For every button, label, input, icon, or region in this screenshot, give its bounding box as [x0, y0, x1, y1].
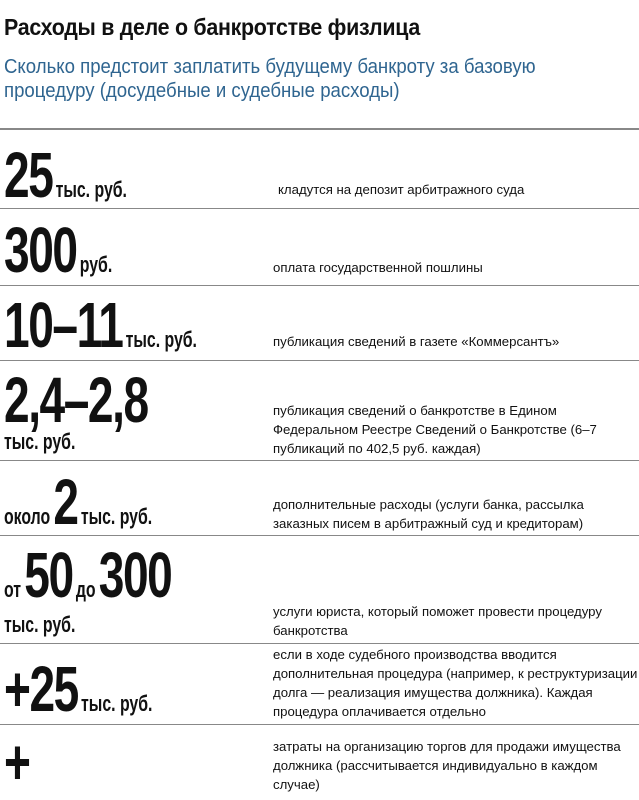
- amount-value: 300: [4, 214, 77, 286]
- expense-row-deposit: [0, 128, 639, 210]
- amount: [4, 465, 152, 539]
- amount: [4, 213, 112, 287]
- amount: [4, 138, 127, 212]
- expense-description: дополнительные расходы (услуги банка, рассылка заказных писем в арбитражный суд и кредиторам): [273, 497, 584, 531]
- amount-value: 2: [53, 466, 78, 538]
- amount: [4, 538, 171, 612]
- amount-unit: тыс. руб.: [125, 327, 197, 352]
- amount-value: +25: [4, 653, 78, 725]
- amount-value: +: [4, 726, 30, 798]
- amount-value-from: 50: [24, 539, 73, 611]
- expense-row-efrsb: [0, 360, 639, 461]
- expense-description: затраты на организацию торгов для продажи имущества должника (рассчитывается индивидуально в каждом случае): [273, 739, 621, 792]
- expense-description: кладутся на депозит арбитражного суда: [278, 182, 525, 197]
- expense-row-state-fee: [0, 208, 639, 286]
- amount-unit: тыс. руб.: [80, 504, 153, 529]
- expense-description: публикация сведений о банкротстве в Едином Федеральном Реестре Сведений о Банкротстве (6–7 публикаций по 402,5 руб. каждая): [273, 403, 597, 456]
- amount: [4, 288, 197, 362]
- expense-row-kommersant: [0, 285, 639, 361]
- amount-prefix: около: [4, 504, 51, 529]
- amount-value: 10–11: [4, 289, 123, 361]
- page-subtitle: Сколько предстоит заплатить будущему банкроту за базовую процедуру (досудебные и судебные расходы): [4, 56, 536, 102]
- page-title: Расходы в деле о банкротстве физлица: [4, 14, 420, 40]
- expense-description: оплата государственной пошлины: [273, 260, 483, 275]
- amount-unit: тыс. руб.: [4, 612, 76, 637]
- expense-description: услуги юриста, который поможет провести процедуру банкротства: [273, 604, 602, 638]
- expense-description: если в ходе судебного производства вводится дополнительная процедура (например, к реструктуризации долга — реализация имущества должника). Каждая процедура оплачивается отдельно: [273, 647, 638, 719]
- expense-description: публикация сведений в газете «Коммерсантъ»: [273, 334, 560, 349]
- amount-unit: тыс. руб.: [55, 177, 127, 202]
- amount-value: 2,4–2,8: [4, 364, 148, 436]
- expense-row-auction: [0, 724, 639, 800]
- amount-unit: руб.: [79, 252, 113, 277]
- expense-row-lawyer: [0, 535, 639, 644]
- amount-prefix: от: [4, 577, 22, 602]
- expense-row-extra: [0, 460, 639, 536]
- amount-unit: тыс. руб.: [4, 429, 76, 454]
- amount-unit: тыс. руб.: [81, 691, 153, 716]
- amount: [4, 652, 152, 726]
- expense-row-additional-procedure: [0, 643, 639, 725]
- amount-value: 25: [4, 139, 53, 211]
- amount-value-to: 300: [98, 539, 172, 611]
- amount-connector: до: [75, 577, 96, 602]
- amount: [4, 725, 29, 799]
